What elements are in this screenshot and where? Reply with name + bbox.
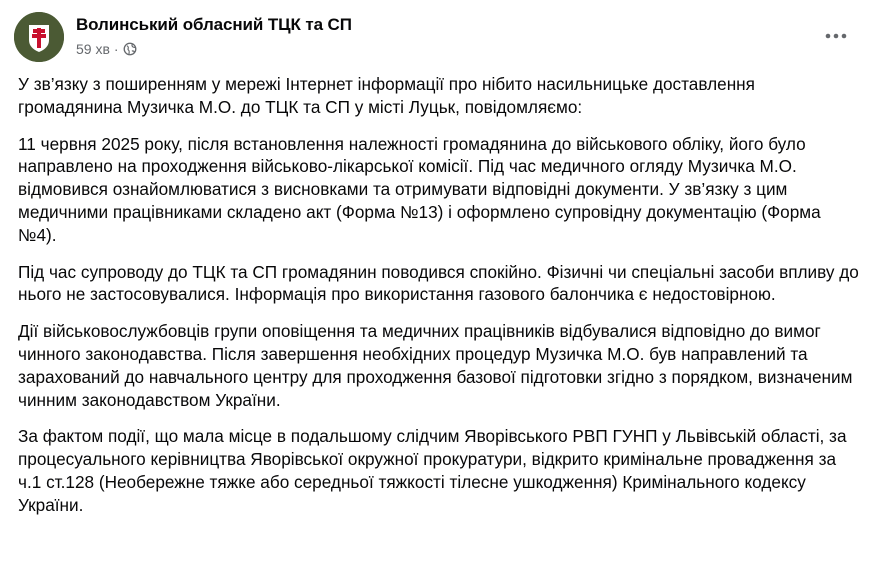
post-paragraph: Під час супроводу до ТЦК та СП громадянин поводився спокійно. Фізичні чи спеціальні засоби впливу до нього не застосовувалися. Інформація про використання газового балончика є недостовірною. [18, 261, 859, 305]
more-options-button[interactable] [822, 22, 850, 50]
post-paragraph: У зв’язку з поширенням у мережі Інтернет інформації про нібито насильницьке доставлення громадянина Музичка М.О. до ТЦК та СП у місті Луцьк, повідомляємо: [18, 74, 755, 117]
avatar[interactable] [14, 12, 64, 62]
meta-separator: · [113, 41, 119, 57]
author-name[interactable]: Волинський обласний ТЦК та СП [76, 15, 352, 34]
post-paragraph: За фактом події, що мала місце в подальшому слідчим Яворівського РВП ГУНП у Львівській області, за процесуального керівництва Яворівської окружної прокуратури, відкрито кримінальне провадження за ч.1 ст.128 (Необережне тяжке або середньої тяжкості тілесне ушкодження) Кримінального кодексу України. [18, 426, 847, 515]
post-body [18, 73, 863, 531]
more-options-icon [825, 33, 847, 39]
post-paragraph: Дії військовослужбовців групи оповіщення та медичних працівників відбувалися відповідно до вимог чинного законодавства. Після завершення необхідних процедур Музичка М.О. був направлений та зарахований до навчального центру для проходження базової підготовки згідно з порядком, визначеним чинним законодавством України. [18, 321, 853, 410]
post-meta [76, 41, 137, 57]
post-header [14, 12, 860, 64]
globe-icon [123, 42, 137, 56]
post-time[interactable]: 59 хв [76, 41, 110, 57]
shield-emblem-icon [14, 12, 64, 62]
post-paragraph: 11 червня 2025 року, після встановлення належності громадянина до військового обліку, його було направлено на проходження військово-лікарської комісії. Під час медичного огляду Музичка М.О. відмовився ознайомлюватися з висновками та отримувати відповідні документи. У зв’язку з цим медичними працівниками складено акт (Форма №13) і оформлено супровідну документацію (Форма №4). [18, 133, 821, 245]
